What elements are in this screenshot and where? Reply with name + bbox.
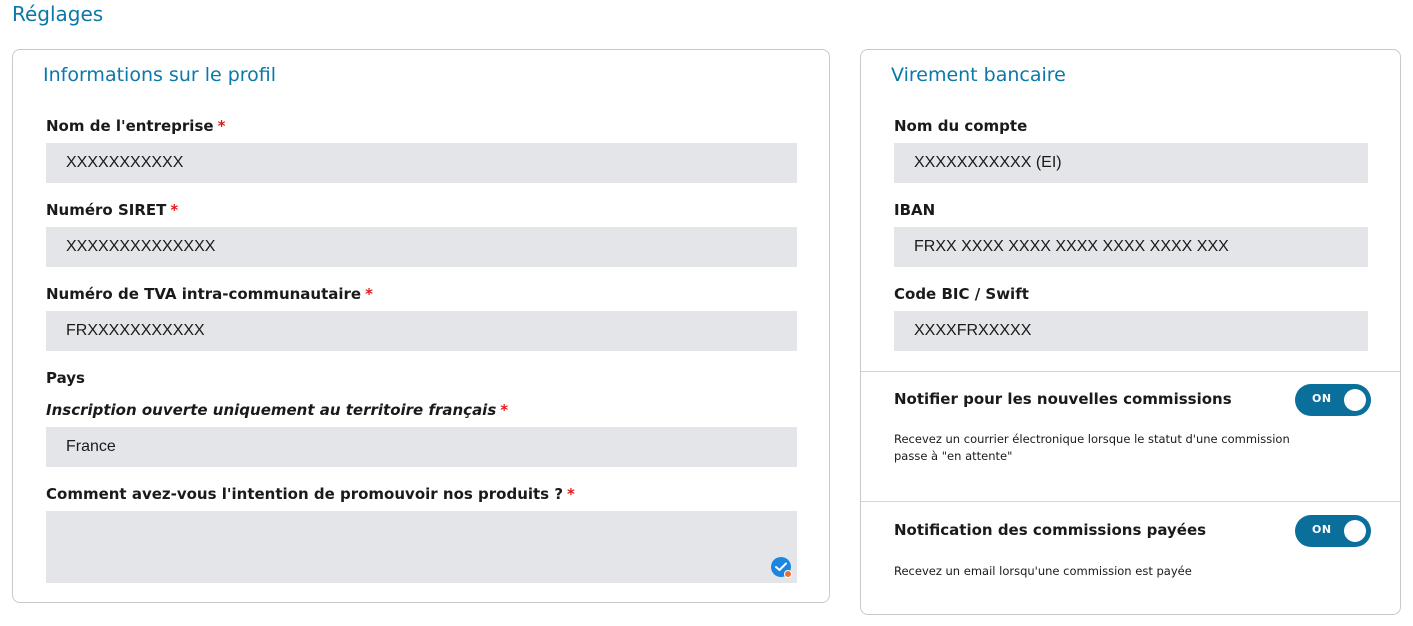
new-commissions-title: Notifier pour les nouvelles commissions: [894, 390, 1232, 408]
paid-commissions-title: Notification des commissions payées: [894, 521, 1207, 539]
profile-card-title: Informations sur le profil: [43, 64, 277, 86]
new-commissions-description: Recevez un courrier électronique lorsque le statut d'une commission passe à "en attente": [894, 432, 1290, 463]
siret-label: [46, 201, 178, 219]
account-name-label-text: Nom du compte: [894, 117, 1028, 135]
siret-input[interactable]: [46, 227, 797, 267]
country-label-text: Pays: [46, 369, 85, 387]
divider: [861, 371, 1400, 372]
toggle-state-label: ON: [1312, 392, 1332, 405]
required-mark: *: [365, 285, 373, 303]
paid-commissions-toggle[interactable]: [1295, 515, 1371, 547]
required-mark: *: [170, 201, 179, 219]
siret-label-text: Numéro SIRET: [46, 201, 167, 219]
country-label: [46, 369, 85, 387]
new-commissions-toggle[interactable]: [1295, 384, 1371, 416]
iban-label: [894, 201, 935, 219]
account-name-label: [894, 117, 1027, 135]
toggle-knob: [1344, 520, 1366, 542]
bank-card: [860, 49, 1401, 615]
company-name-label-text: Nom de l'entreprise: [46, 117, 214, 135]
divider: [861, 501, 1400, 502]
vat-label-text: Numéro de TVA intra-communautaire: [46, 285, 362, 303]
company-name-input[interactable]: [46, 143, 797, 183]
promotion-label-text: Comment avez-vous l'intention de promouvoir nos produits ?: [46, 485, 564, 503]
vat-label: [46, 285, 373, 303]
vat-value: FRXXXXXXXXXXX: [66, 322, 205, 339]
required-mark: *: [217, 117, 226, 135]
company-name-value: XXXXXXXXXXX: [66, 154, 184, 171]
checkmark-badge-icon[interactable]: [771, 557, 791, 577]
bic-label: [894, 285, 1029, 303]
country-note-text: Inscription ouverte uniquement au territoire français: [46, 401, 497, 419]
bic-value: XXXXFRXXXXX: [914, 322, 1032, 339]
bic-label-text: Code BIC / Swift: [894, 285, 1029, 303]
vat-input[interactable]: [46, 311, 797, 351]
bic-input[interactable]: [894, 311, 1368, 351]
siret-value: XXXXXXXXXXXXXX: [66, 238, 216, 255]
paid-commissions-description: Recevez un email lorsqu'une commission est payée: [894, 564, 1192, 578]
required-mark: *: [500, 401, 509, 419]
iban-label-text: IBAN: [894, 201, 936, 219]
toggle-knob: [1344, 389, 1366, 411]
country-input[interactable]: [46, 427, 797, 467]
iban-value: FRXX XXXX XXXX XXXX XXXX XXXX XXX: [914, 238, 1229, 255]
account-name-input[interactable]: [894, 143, 1368, 183]
country-value: France: [66, 438, 116, 455]
profile-card: [12, 49, 830, 603]
country-note: [46, 401, 508, 419]
status-dot-icon: [784, 570, 792, 578]
bank-card-title: Virement bancaire: [891, 64, 1066, 86]
company-name-label: [46, 117, 225, 135]
promotion-textarea[interactable]: [46, 511, 797, 583]
iban-input[interactable]: [894, 227, 1368, 267]
page-title: Réglages: [12, 2, 104, 26]
promotion-label: [46, 485, 575, 503]
toggle-state-label: ON: [1312, 523, 1332, 536]
required-mark: *: [567, 485, 575, 503]
account-name-value: XXXXXXXXXXX (EI): [914, 154, 1062, 171]
